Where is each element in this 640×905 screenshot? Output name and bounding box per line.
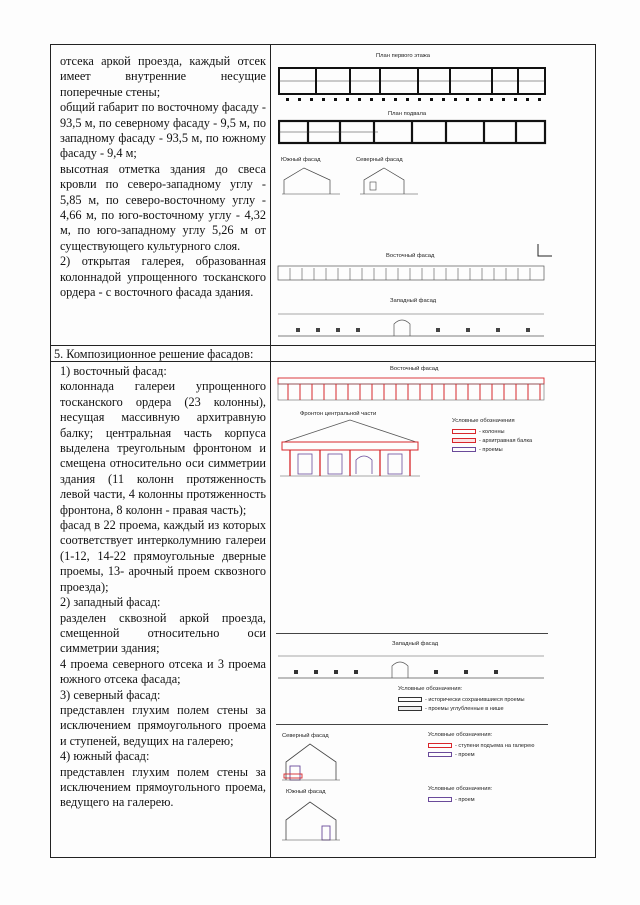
legend-item: - колонны (452, 427, 532, 436)
south-facade-drawing-2 (282, 798, 342, 844)
legend-south-title: Условные обозначения: (428, 786, 493, 792)
legend-north-title: Условные обозначения: (428, 732, 493, 738)
pediment-drawing (280, 418, 420, 480)
east-title: 1) восточный фасад: (60, 364, 167, 378)
south-title: 4) южный фасад: (60, 749, 150, 764)
legend-swatch (428, 743, 452, 748)
legend-item: - ступени подъема на галерею (428, 741, 534, 750)
pediment-label: Фронтон центральной части (300, 411, 377, 417)
legend-swatch (428, 752, 452, 757)
row-divider (50, 345, 596, 346)
legend-title: Условные обозначения (452, 418, 515, 424)
east-paragraph-2: фасад в 22 проема, каждый из которых соответствует интерколумнию галереи (1-12, 14-22 прямоугольные дверные проемы, 13- арочный проем сквозного проезда); (60, 518, 266, 594)
east-facade-drawing (276, 262, 548, 284)
south-facade-label: Южный фасад (281, 157, 321, 163)
paragraph: общий габарит по восточному фасаду - 93,5 м, по северному фасаду - 9,5 м, по западному фасаду - 93,5 м, по южному фасаду - 9,4 м; (60, 100, 266, 161)
north-facade-label: Северный фасад (356, 157, 403, 163)
legend-south (428, 795, 475, 804)
legend-west-title: Условные обозначения: (398, 686, 463, 692)
paragraph: высотная отметка здания до свеса кровли по северо-западному углу - 5,85 м, по северо-восточному углу - 4,66 м, по юго-восточному углу - 4,32 м, по юго-западному углу 5,26 м от существующего культурного слоя. (60, 161, 266, 253)
east-facade-label: Восточный фасад (386, 253, 435, 259)
east-facade-colored-drawing (276, 374, 548, 404)
plan-basement-label: План подвала (388, 111, 427, 117)
legend-item: - архитравная балка (452, 436, 532, 445)
west-paragraph: разделен сквозной аркой проезда, смещенной относительно оси симметрии здания; (60, 610, 266, 656)
west-facade-drawing-2 (276, 650, 548, 684)
divider (276, 724, 548, 725)
north-paragraph: представлен глухим полем стены за исключением прямоугольного проема и ступеней, ведущих на галерею; (60, 702, 266, 748)
south-facade-drawing (282, 166, 342, 196)
legend-swatch (452, 447, 476, 452)
north-facade-drawing-2 (282, 740, 342, 784)
divider (276, 633, 548, 634)
legend-west (398, 695, 525, 713)
west-title: 2) западный фасад: (60, 595, 161, 610)
legend-swatch (452, 438, 476, 443)
north-facade-drawing (360, 166, 420, 196)
legend-swatch (398, 697, 422, 702)
plan-basement-drawing (278, 118, 548, 148)
paragraph: отсека аркой проезда, каждый отсек имеет внутренние несущие поперечные стены; (60, 54, 266, 99)
west-facade-label: Западный фасад (390, 298, 437, 304)
legend-item: - проем (428, 750, 534, 759)
north-title: 3) северный фасад: (60, 687, 161, 702)
plan-first-floor-drawing (278, 62, 548, 106)
legend-item: - проемы (452, 445, 532, 454)
legend-swatch (398, 706, 422, 711)
column-divider (270, 44, 271, 858)
legend-item: - исторически сохранившиеся проемы (398, 695, 525, 704)
corner-mark (536, 244, 554, 260)
section2-text (60, 364, 266, 811)
east-paragraph: колоннада галереи упрощенного тосканского ордера (23 колонны), несущая массивную архитравную балку; центральная часть корпуса выделена треугольным фронтоном и смещена относительно оси симметрии здания (11 колонн протяженность левой части, 4 колонны протяженность фронтона, 8 колонн - правая часть); (60, 379, 266, 517)
plan-first-floor-label: План первого этажа (376, 53, 430, 59)
north-facade-title: Северный фасад (282, 733, 329, 739)
section1-text (60, 54, 266, 301)
legend-item: - проемы углубленные в нише (398, 704, 525, 713)
legend-swatch (428, 797, 452, 802)
east-facade-title: Восточный фасад (390, 366, 439, 372)
west-facade-title: Западный фасад (392, 641, 439, 647)
south-paragraph: представлен глухим полем стены за исключением прямоугольного проема, ведущего на галерею. (60, 764, 266, 810)
west-facade-drawing (276, 306, 548, 342)
west-paragraph-2: 4 проема северного отсека и 3 проема южного отсека фасада; (60, 656, 266, 687)
section-heading: 5. Композиционное решение фасадов: (54, 347, 254, 361)
south-facade-title: Южный фасад (286, 789, 326, 795)
paragraph: 2) открытая галерея, образованная колоннадой упрощенного тосканского ордера - с восточного фасада здания. (60, 254, 266, 300)
legend-swatch (452, 429, 476, 434)
legend-east (452, 427, 532, 454)
legend-north (428, 741, 534, 759)
legend-item: - проем (428, 795, 475, 804)
